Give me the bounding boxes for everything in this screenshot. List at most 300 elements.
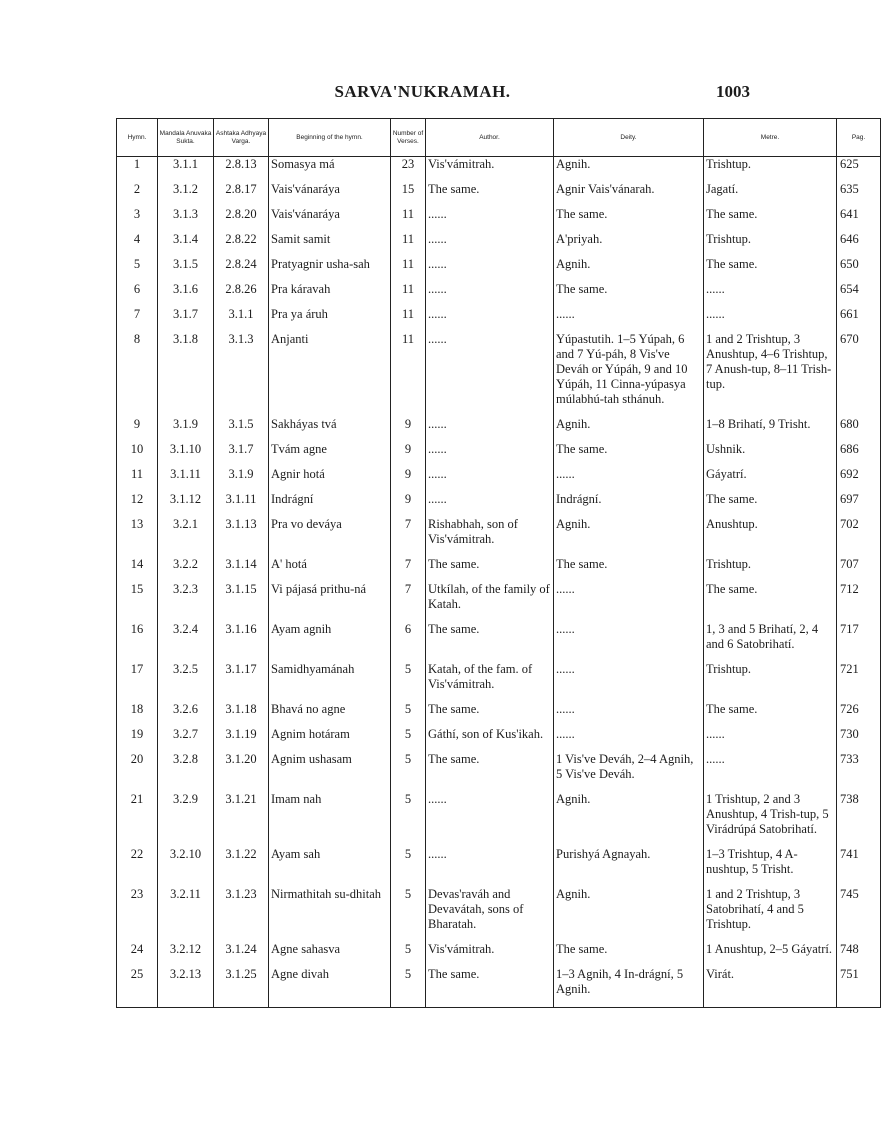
row-spacer [117,877,881,887]
cell-hymn: 15 [117,582,158,612]
spacer-cell [704,717,837,727]
cell-beginning: Vais'vánaráya [269,182,391,197]
spacer-cell [837,507,881,517]
spacer-cell [214,547,269,557]
cell-beginning: Nirmathitah su-dhitah [269,887,391,932]
cell-verses: 5 [391,887,426,932]
cell-author: The same. [426,557,554,572]
cell-verses: 7 [391,517,426,547]
spacer-cell [117,247,158,257]
cell-verses: 5 [391,967,426,997]
spacer-cell [117,957,158,967]
spacer-cell [704,572,837,582]
spacer-cell [426,272,554,282]
spacer-cell [158,547,214,557]
spacer-cell [704,222,837,232]
table-row [117,942,881,957]
cell-deity: Agnih. [554,792,704,837]
spacer-cell [837,172,881,182]
cell-ashtaka: 3.1.1 [214,307,269,322]
cell-verses: 11 [391,232,426,247]
row-spacer [117,692,881,702]
spacer-cell [269,717,391,727]
spacer-cell [554,507,704,517]
table-row [117,232,881,247]
spacer-cell [837,297,881,307]
spacer-cell [704,837,837,847]
spacer-cell [554,322,704,332]
cell-ashtaka: 2.8.22 [214,232,269,247]
cell-verses: 6 [391,622,426,652]
spacer-cell [269,247,391,257]
cell-ashtaka: 3.1.24 [214,942,269,957]
spacer-cell [214,957,269,967]
spacer-cell [704,482,837,492]
spacer-cell [837,837,881,847]
cell-hymn: 24 [117,942,158,957]
cell-deity: Agnih. [554,157,704,173]
cell-ashtaka: 3.1.25 [214,967,269,997]
cell-beginning: Ayam sah [269,847,391,877]
cell-hymn: 20 [117,752,158,782]
spacer-cell [269,507,391,517]
spacer-cell [269,482,391,492]
cell-author: Utkílah, of the family of Katah. [426,582,554,612]
spacer-cell [117,297,158,307]
cell-verses: 5 [391,792,426,837]
cell-mandala: 3.1.10 [158,442,214,457]
spacer-cell [554,222,704,232]
cell-mandala: 3.1.4 [158,232,214,247]
cell-metre: Trishtup. [704,232,837,247]
spacer-cell [837,692,881,702]
cell-metre: 1–8 Brihatí, 9 Trisht. [704,417,837,432]
spacer-cell [704,547,837,557]
spacer-cell [704,742,837,752]
spacer-cell [269,932,391,942]
spacer-cell [214,572,269,582]
spacer-cell [117,717,158,727]
cell-page: 721 [837,662,881,692]
cell-deity: ...... [554,582,704,612]
cell-mandala: 3.1.2 [158,182,214,197]
spacer-cell [554,652,704,662]
cell-metre: Gáyatrí. [704,467,837,482]
spacer-cell [391,297,426,307]
cell-beginning: Tvám agne [269,442,391,457]
spacer-cell [554,457,704,467]
spacer-cell [704,612,837,622]
spacer-cell [214,197,269,207]
cell-mandala: 3.2.7 [158,727,214,742]
cell-beginning: Samit samit [269,232,391,247]
row-spacer [117,172,881,182]
cell-ashtaka: 2.8.26 [214,282,269,297]
cell-deity: ...... [554,622,704,652]
spacer-cell [837,407,881,417]
cell-hymn: 6 [117,282,158,297]
cell-deity: ...... [554,662,704,692]
cell-author: Gáthí, son of Kus'ikah. [426,727,554,742]
table-row [117,282,881,297]
cell-beginning: Imam nah [269,792,391,837]
row-spacer [117,197,881,207]
spacer-cell [214,507,269,517]
row-spacer [117,742,881,752]
spacer-cell [554,692,704,702]
spacer-cell [554,547,704,557]
column-header-beginning: Beginning of the hymn. [269,119,391,157]
cell-page: 650 [837,257,881,272]
table-row [117,207,881,222]
column-header-mandala: Mandala Anuvaka Sukta. [158,119,214,157]
spacer-cell [554,612,704,622]
spacer-cell [158,457,214,467]
spacer-cell [391,272,426,282]
row-spacer [117,837,881,847]
spacer-cell [837,652,881,662]
spacer-cell [837,222,881,232]
cell-hymn: 12 [117,492,158,507]
spacer-cell [214,742,269,752]
row-spacer [117,717,881,727]
cell-ashtaka: 3.1.20 [214,752,269,782]
spacer-cell [391,717,426,727]
cell-page: 641 [837,207,881,222]
cell-hymn: 14 [117,557,158,572]
cell-beginning: Agnir hotá [269,467,391,482]
spacer-cell [426,652,554,662]
spacer-cell [704,692,837,702]
table-row [117,307,881,322]
cell-mandala: 3.1.3 [158,207,214,222]
cell-mandala: 3.1.1 [158,157,214,173]
cell-ashtaka: 3.1.7 [214,442,269,457]
spacer-cell [554,742,704,752]
spacer-cell [158,482,214,492]
row-spacer [117,322,881,332]
spacer-cell [117,222,158,232]
cell-metre: Trishtup. [704,557,837,572]
spacer-cell [837,322,881,332]
spacer-cell [426,432,554,442]
spacer-cell [426,572,554,582]
cell-beginning: Vi pájasá prithu-ná [269,582,391,612]
spacer-cell [837,932,881,942]
spacer-cell [214,297,269,307]
spacer-cell [426,742,554,752]
spacer-cell [214,997,269,1008]
spacer-cell [704,407,837,417]
cell-verses: 9 [391,442,426,457]
cell-hymn: 7 [117,307,158,322]
cell-author: ...... [426,492,554,507]
spacer-cell [158,782,214,792]
cell-metre: ...... [704,727,837,742]
spacer-cell [426,957,554,967]
cell-beginning: Agnim hotáram [269,727,391,742]
cell-hymn: 18 [117,702,158,717]
cell-hymn: 11 [117,467,158,482]
spacer-cell [391,322,426,332]
table-row [117,622,881,652]
spacer-cell [269,547,391,557]
cell-mandala: 3.2.13 [158,967,214,997]
spacer-cell [837,572,881,582]
spacer-cell [391,572,426,582]
spacer-cell [554,432,704,442]
cell-hymn: 1 [117,157,158,173]
spacer-cell [391,612,426,622]
spacer-cell [269,692,391,702]
spacer-cell [837,457,881,467]
spacer-cell [214,482,269,492]
spacer-cell [554,717,704,727]
cell-hymn: 13 [117,517,158,547]
cell-page: 635 [837,182,881,197]
spacer-cell [554,172,704,182]
spacer-cell [214,877,269,887]
cell-mandala: 3.1.7 [158,307,214,322]
spacer-cell [426,612,554,622]
spacer-cell [269,457,391,467]
spacer-cell [554,482,704,492]
spacer-cell [214,837,269,847]
spacer-cell [704,197,837,207]
spacer-cell [158,742,214,752]
table-row [117,417,881,432]
spacer-cell [269,297,391,307]
cell-verses: 23 [391,157,426,173]
cell-author: ...... [426,332,554,407]
cell-verses: 11 [391,307,426,322]
table-row [117,557,881,572]
spacer-cell [704,457,837,467]
cell-page: 738 [837,792,881,837]
table-row [117,182,881,197]
spacer-cell [158,247,214,257]
cell-ashtaka: 3.1.14 [214,557,269,572]
column-header-deity: Deity. [554,119,704,157]
cell-mandala: 3.2.10 [158,847,214,877]
spacer-cell [391,877,426,887]
spacer-cell [117,837,158,847]
cell-beginning: Pra káravah [269,282,391,297]
cell-deity: Agnih. [554,257,704,272]
cell-page: 686 [837,442,881,457]
spacer-cell [426,877,554,887]
table-row [117,662,881,692]
spacer-cell [158,717,214,727]
cell-page: 741 [837,847,881,877]
spacer-cell [391,742,426,752]
spacer-cell [214,782,269,792]
spacer-cell [117,482,158,492]
cell-ashtaka: 2.8.20 [214,207,269,222]
spacer-cell [704,172,837,182]
row-spacer [117,407,881,417]
spacer-cell [837,782,881,792]
cell-deity: ...... [554,727,704,742]
spacer-cell [391,247,426,257]
cell-ashtaka: 3.1.22 [214,847,269,877]
row-spacer [117,247,881,257]
cell-mandala: 3.2.1 [158,517,214,547]
cell-mandala: 3.2.8 [158,752,214,782]
cell-author: ...... [426,792,554,837]
cell-ashtaka: 3.1.21 [214,792,269,837]
cell-hymn: 16 [117,622,158,652]
spacer-cell [554,837,704,847]
spacer-cell [704,247,837,257]
cell-verses: 9 [391,467,426,482]
spacer-cell [704,507,837,517]
cell-deity: The same. [554,442,704,457]
spacer-cell [269,612,391,622]
spacer-cell [391,692,426,702]
table-row [117,752,881,782]
cell-deity: 1 Vis've Deváh, 2–4 Agnih, 5 Vis've Deváh. [554,752,704,782]
spacer-cell [837,197,881,207]
row-spacer [117,297,881,307]
cell-hymn: 17 [117,662,158,692]
cell-mandala: 3.1.8 [158,332,214,407]
spacer-cell [214,222,269,232]
cell-page: 748 [837,942,881,957]
spacer-cell [391,782,426,792]
cell-beginning: Pratyagnir usha-sah [269,257,391,272]
spacer-cell [391,507,426,517]
cell-page: 625 [837,157,881,173]
spacer-cell [158,957,214,967]
cell-deity: The same. [554,942,704,957]
spacer-cell [117,457,158,467]
cell-metre: Jagatí. [704,182,837,197]
spacer-cell [158,172,214,182]
spacer-cell [837,742,881,752]
spacer-cell [426,172,554,182]
table-row [117,332,881,407]
cell-verses: 11 [391,332,426,407]
spacer-cell [704,932,837,942]
spacer-cell [158,432,214,442]
spacer-cell [554,957,704,967]
cell-beginning: Vais'vánaráya [269,207,391,222]
cell-page: 712 [837,582,881,612]
cell-hymn: 9 [117,417,158,432]
cell-ashtaka: 3.1.16 [214,622,269,652]
spacer-cell [426,297,554,307]
cell-metre: 1, 3 and 5 Brihatí, 2, 4 and 6 Satobrihatí. [704,622,837,652]
spacer-cell [837,717,881,727]
spacer-cell [269,407,391,417]
cell-hymn: 8 [117,332,158,407]
spacer-cell [117,877,158,887]
cell-hymn: 21 [117,792,158,837]
spacer-cell [214,407,269,417]
column-header-ashtaka: Ashtaka Adhyaya Varga. [214,119,269,157]
cell-metre: Anushtup. [704,517,837,547]
row-spacer [117,957,881,967]
table-row [117,887,881,932]
cell-metre: ...... [704,752,837,782]
cell-hymn: 25 [117,967,158,997]
cell-ashtaka: 3.1.17 [214,662,269,692]
spacer-cell [554,782,704,792]
cell-metre: 1 Anushtup, 2–5 Gáyatrí. [704,942,837,957]
row-spacer [117,272,881,282]
column-header-author: Author. [426,119,554,157]
spacer-cell [117,572,158,582]
cell-ashtaka: 2.8.13 [214,157,269,173]
spacer-cell [704,652,837,662]
spacer-cell [214,652,269,662]
spacer-cell [158,652,214,662]
cell-hymn: 4 [117,232,158,247]
spacer-cell [117,407,158,417]
cell-metre: The same. [704,207,837,222]
spacer-cell [391,652,426,662]
cell-verses: 5 [391,727,426,742]
cell-author: ...... [426,467,554,482]
cell-beginning: Sakháyas tvá [269,417,391,432]
cell-author: Vis'vámitrah. [426,157,554,173]
cell-hymn: 2 [117,182,158,197]
spacer-cell [117,612,158,622]
cell-metre: 1 Trishtup, 2 and 3 Anushtup, 4 Trish-tup, 5 Virádrúpá Satobrihatí. [704,792,837,837]
cell-verses: 15 [391,182,426,197]
cell-ashtaka: 2.8.24 [214,257,269,272]
cell-author: ...... [426,307,554,322]
spacer-cell [214,612,269,622]
cell-mandala: 3.2.6 [158,702,214,717]
spacer-cell [391,457,426,467]
spacer-cell [554,297,704,307]
cell-author: ...... [426,282,554,297]
cell-mandala: 3.2.9 [158,792,214,837]
cell-deity: ...... [554,467,704,482]
spacer-cell [117,172,158,182]
spacer-cell [554,272,704,282]
row-spacer [117,222,881,232]
spacer-cell [704,297,837,307]
cell-author: ...... [426,232,554,247]
cell-page: 745 [837,887,881,932]
cell-beginning: Anjanti [269,332,391,407]
spacer-cell [837,247,881,257]
cell-page: 692 [837,467,881,482]
cell-hymn: 3 [117,207,158,222]
spacer-cell [391,932,426,942]
spacer-cell [704,877,837,887]
spacer-cell [269,222,391,232]
cell-metre: The same. [704,702,837,717]
spacer-cell [117,197,158,207]
cell-mandala: 3.1.11 [158,467,214,482]
cell-verses: 5 [391,662,426,692]
running-head [0,82,800,112]
row-spacer [117,612,881,622]
spacer-cell [391,482,426,492]
spacer-cell [158,507,214,517]
column-header-verses: Number of Verses. [391,119,426,157]
spacer-cell [117,692,158,702]
spacer-cell [837,272,881,282]
row-spacer [117,457,881,467]
page-header-title: SARVA'NUKRAMAH. [334,82,511,101]
spacer-cell [158,572,214,582]
spacer-cell [269,957,391,967]
